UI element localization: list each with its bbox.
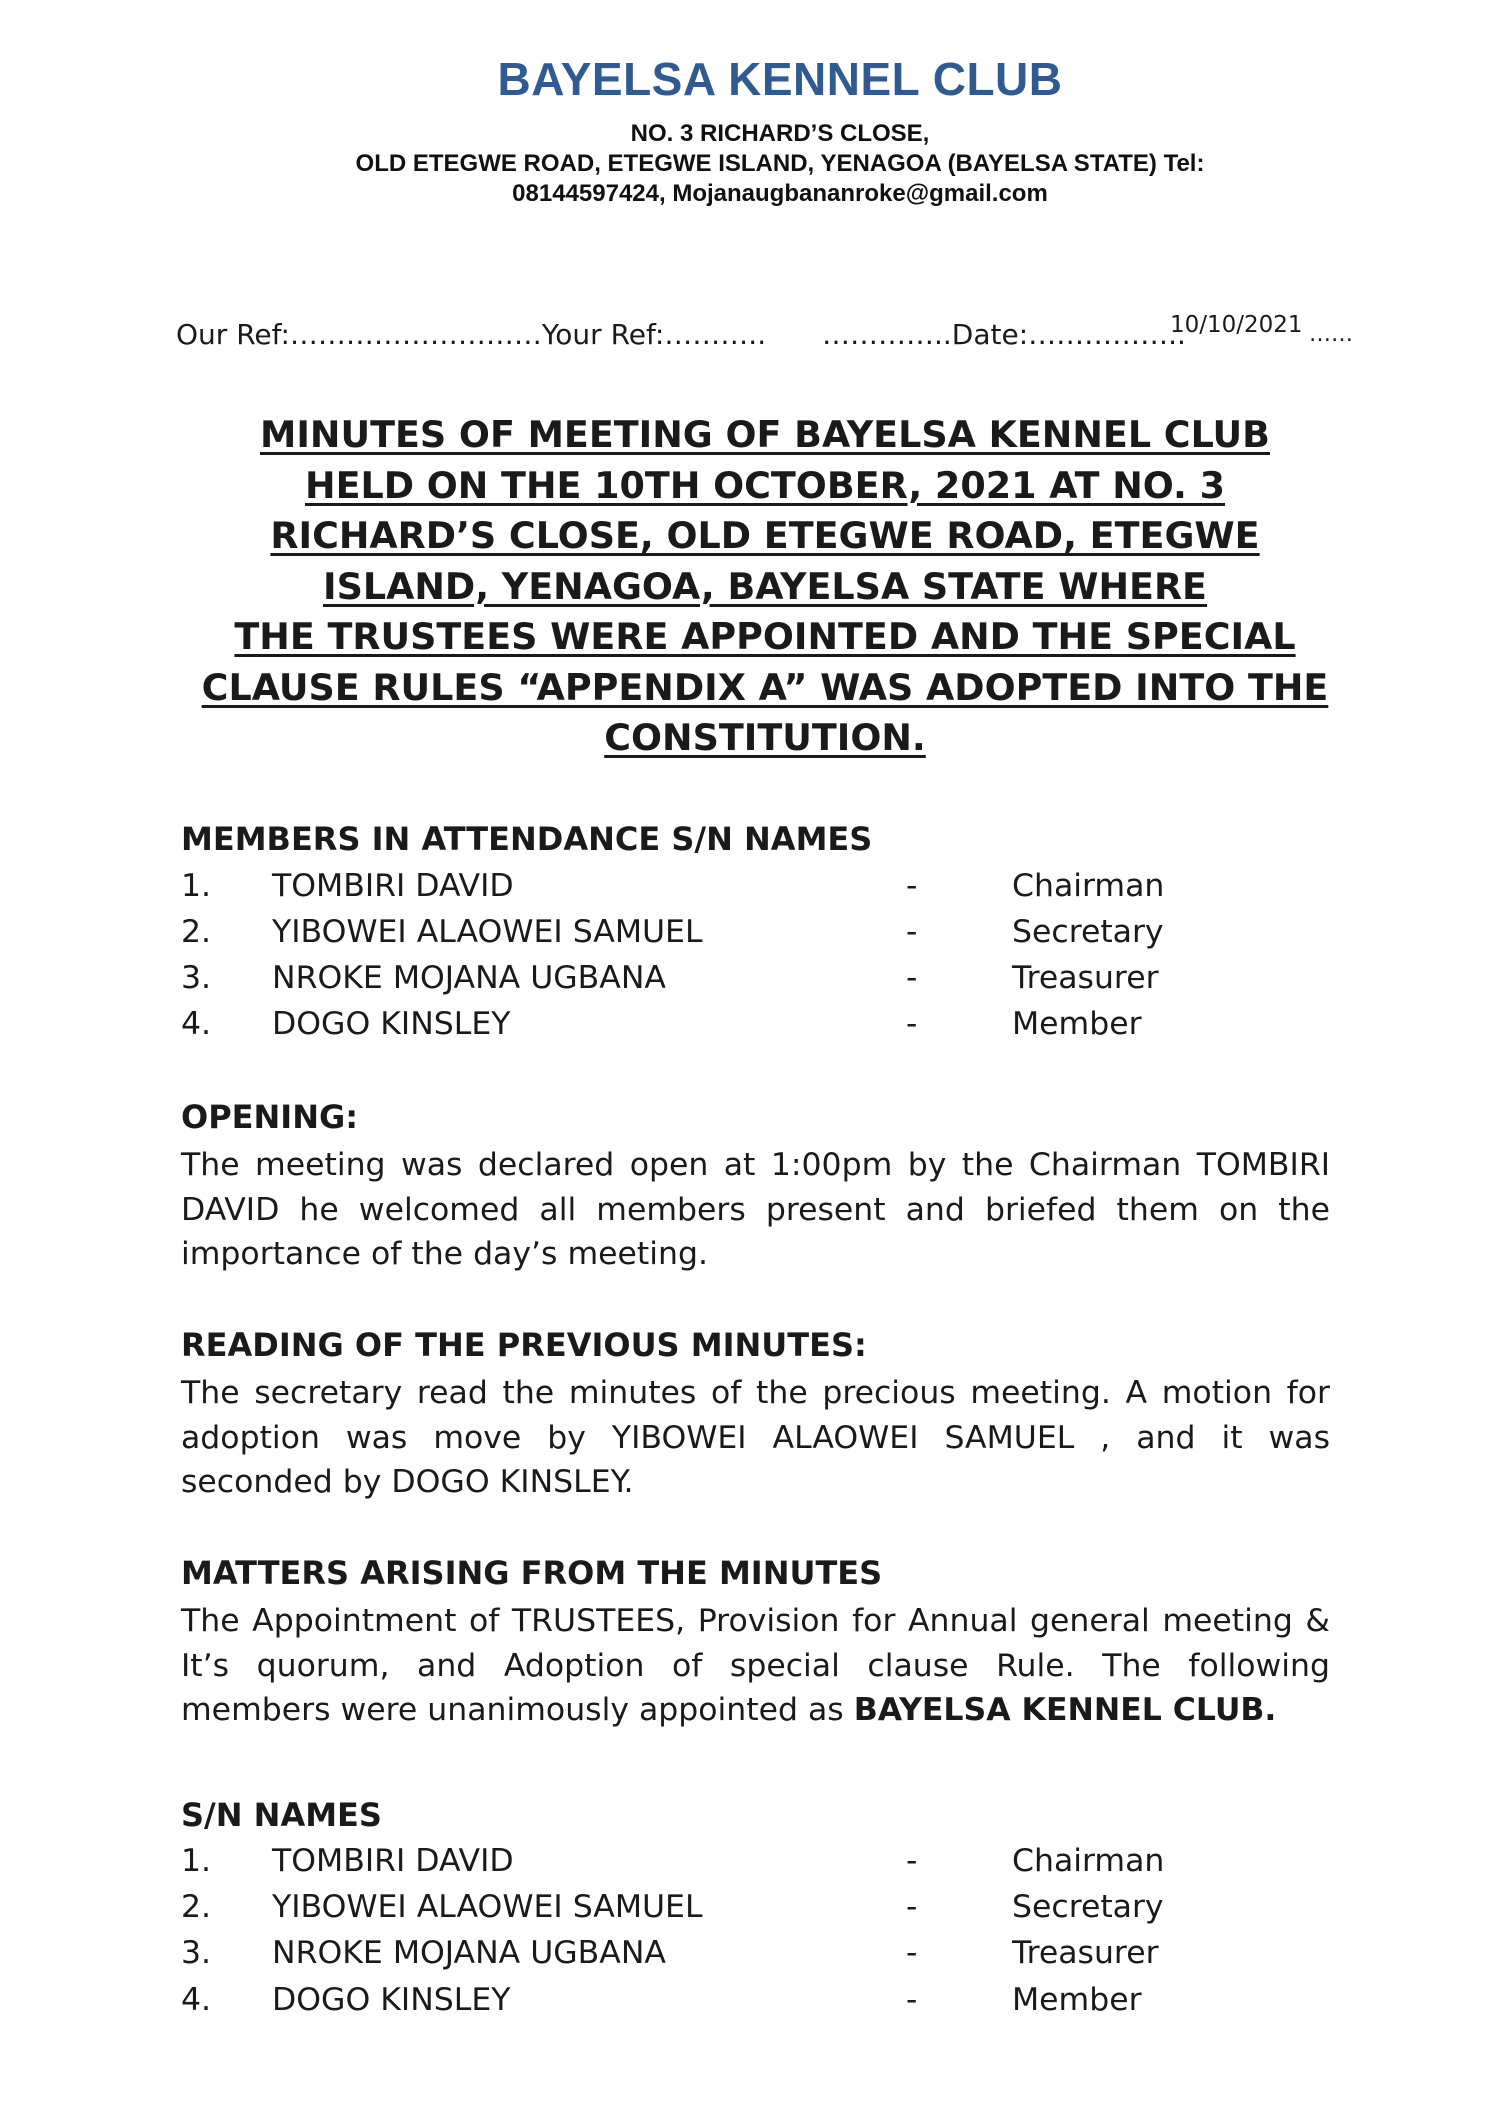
trustee-row xyxy=(0,1843,1500,1889)
address-line-1: NO. 3 RICHARD’S CLOSE, xyxy=(630,120,930,147)
title-line: MINUTES OF MEETING OF BAYELSA KENNEL CLUB xyxy=(260,413,1270,456)
member-role: Secretary xyxy=(1012,914,1164,950)
row-number: 3. xyxy=(181,1935,212,1971)
date-label: …………..Date:…………….. xyxy=(822,318,1186,351)
attendance-row xyxy=(0,868,1500,914)
title-line: CLAUSE RULES “APPENDIX A” WAS ADOPTED INTO THE xyxy=(201,665,1329,709)
row-dash: - xyxy=(906,960,918,996)
matters-arising-text: The Appointment of TRUSTEES, Provision for Annual general meeting & It’s quorum, and Adoption of special clause Rule. The following members were unanimously appointed as xyxy=(181,1603,1330,1728)
date-trailing-dots: …… xyxy=(1309,322,1353,347)
trustee-name: NROKE MOJANA UGBANA xyxy=(272,1935,666,1971)
matters-arising-heading: MATTERS ARISING FROM THE MINUTES xyxy=(181,1554,883,1592)
our-ref-line: Our Ref:………………………Your Ref:……….. xyxy=(176,318,767,351)
attendance-row xyxy=(0,960,1500,1006)
row-number: 1. xyxy=(181,868,212,904)
attendance-row xyxy=(0,1006,1500,1052)
row-dash: - xyxy=(906,868,918,904)
address-line-2: OLD ETEGWE ROAD, ETEGWE ISLAND, YENAGOA (BAYELSA STATE) Tel: xyxy=(355,150,1205,177)
member-name: NROKE MOJANA UGBANA xyxy=(272,960,666,996)
date-value: 10/10/2021 xyxy=(1170,312,1303,338)
opening-heading: OPENING: xyxy=(181,1098,359,1136)
row-dash: - xyxy=(906,1843,918,1879)
member-role: Treasurer xyxy=(1012,960,1159,996)
title-line: RICHARD’S CLOSE, OLD ETEGWE ROAD, ETEGWE xyxy=(270,514,1260,557)
attendance-row xyxy=(0,914,1500,960)
trustee-role: Secretary xyxy=(1012,1889,1164,1925)
trustees-heading: S/N NAMES xyxy=(181,1796,382,1834)
address-line-3: 08144597424, Mojanaugbananroke@gmail.com xyxy=(512,180,1048,207)
title-line: CONSTITUTION. xyxy=(604,716,926,759)
minutes-title xyxy=(150,410,1380,764)
trustee-name: TOMBIRI DAVID xyxy=(272,1843,514,1879)
attendance-heading: MEMBERS IN ATTENDANCE S/N NAMES xyxy=(181,820,873,858)
title-line: THE TRUSTEES WERE APPOINTED AND THE SPECIAL xyxy=(234,615,1296,658)
trustee-name: YIBOWEI ALAOWEI SAMUEL xyxy=(272,1889,703,1925)
previous-minutes-heading: READING OF THE PREVIOUS MINUTES: xyxy=(181,1326,867,1364)
row-number: 4. xyxy=(181,1982,212,2018)
row-number: 4. xyxy=(181,1006,212,1042)
member-role: Chairman xyxy=(1012,868,1165,904)
row-number: 3. xyxy=(181,960,212,996)
row-dash: - xyxy=(906,1935,918,1971)
opening-paragraph: The meeting was declared open at 1:00pm by the Chairman TOMBIRI DAVID he welcomed all members present and briefed them on the importance of the day’s meeting. xyxy=(181,1147,1330,1272)
row-number: 1. xyxy=(181,1843,212,1879)
matters-arising-paragraph xyxy=(181,1599,1330,1733)
title-line: HELD ON THE 10TH OCTOBER, 2021 AT NO. 3 xyxy=(305,463,1225,507)
previous-minutes-paragraph: The secretary read the minutes of the precious meeting. A motion for adoption was move by YIBOWEI ALAOWEI SAMUEL , and it was seconded by DOGO KINSLEY. xyxy=(181,1375,1330,1500)
club-name: BAYELSA KENNEL CLUB xyxy=(497,53,1063,105)
row-number: 2. xyxy=(181,914,212,950)
member-name: TOMBIRI DAVID xyxy=(272,868,514,904)
member-name: YIBOWEI ALAOWEI SAMUEL xyxy=(272,914,703,950)
title-line: ISLAND, YENAGOA, BAYELSA STATE WHERE xyxy=(323,564,1207,608)
row-dash: - xyxy=(906,914,918,950)
trustee-row xyxy=(0,1889,1500,1935)
trustee-row xyxy=(0,1982,1500,2028)
member-name: DOGO KINSLEY xyxy=(272,1006,511,1042)
club-name-inline: BAYELSA KENNEL CLUB. xyxy=(853,1692,1277,1728)
trustee-role: Member xyxy=(1012,1982,1142,2018)
trustee-name: DOGO KINSLEY xyxy=(272,1982,511,2018)
row-dash: - xyxy=(906,1982,918,2018)
trustee-row xyxy=(0,1935,1500,1981)
row-dash: - xyxy=(906,1006,918,1042)
trustee-role: Chairman xyxy=(1012,1843,1165,1879)
member-role: Member xyxy=(1012,1006,1142,1042)
row-number: 2. xyxy=(181,1889,212,1925)
row-dash: - xyxy=(906,1889,918,1925)
trustee-role: Treasurer xyxy=(1012,1935,1159,1971)
